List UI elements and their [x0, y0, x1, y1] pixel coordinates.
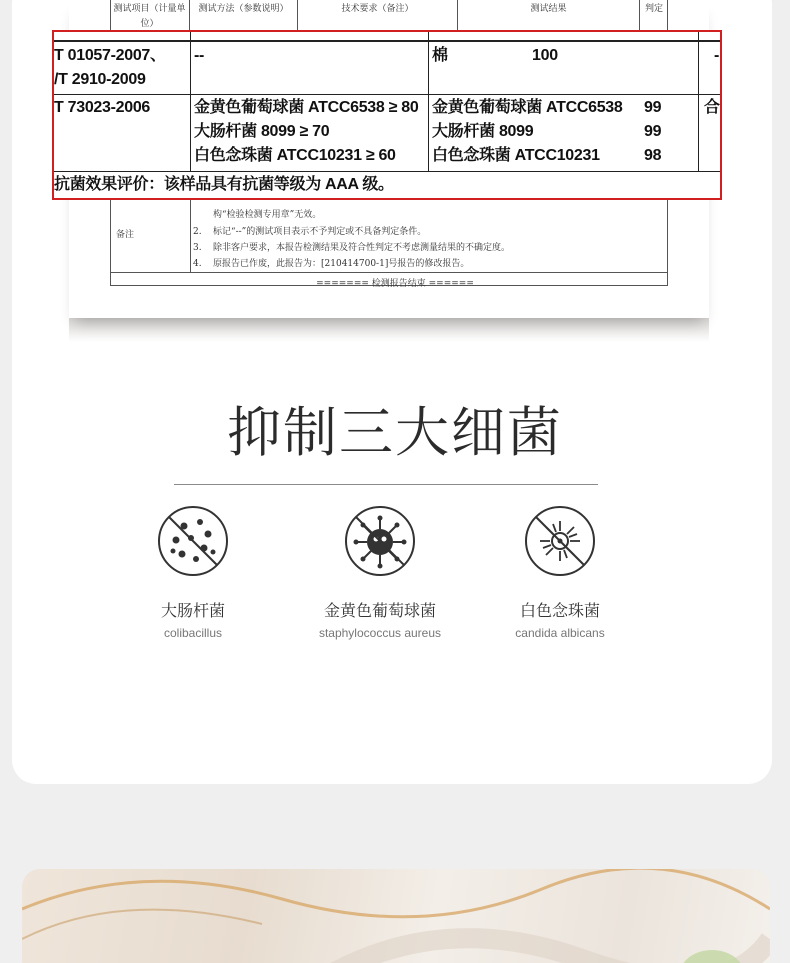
conclusion-text: 抗菌效果评价：该样品具有抗菌等级为 AAA 级。	[54, 176, 394, 193]
table-line	[54, 171, 722, 172]
requirement-cell: 金黄色葡萄球菌 ATCC6538 ≥ 80	[194, 99, 419, 116]
feature-cn-label: 大肠杆菌	[160, 601, 225, 620]
feature-cn-label: 金黄色葡萄球菌	[323, 601, 436, 620]
result-name-cell: 金黄色葡萄球菌 ATCC6538	[432, 99, 623, 116]
magnified-result-table	[52, 30, 722, 200]
report-header-result: 测试结果	[458, 0, 640, 32]
fabric-photo	[22, 869, 770, 963]
report-shadow	[69, 318, 709, 342]
report-header-requirement: 技术要求（备注）	[298, 0, 458, 32]
feature-en-label: staphylococcus aureus	[318, 626, 442, 640]
feature-cn-label: 白色念珠菌	[519, 601, 600, 620]
verdict-cell: 合	[704, 99, 720, 116]
method-cell: /T 2910-2009	[54, 71, 146, 88]
result-value-cell: 99	[644, 123, 662, 140]
report-end-marker: ======= 检测报告结束 ======	[316, 279, 474, 289]
report-header-verdict: 判定	[644, 4, 663, 14]
note-line: 4. 原报告已作废，此报告为：[210414700-1]号报告的修改报告。	[193, 259, 470, 269]
feature-en-label: candida albicans	[515, 626, 605, 640]
bacteria-dots-icon	[156, 504, 230, 578]
result-name-cell: 大肠杆菌 8099	[432, 123, 534, 140]
result-value-cell: 98	[644, 147, 662, 164]
table-line	[698, 32, 699, 172]
requirement-cell: 白色念珠菌 ATCC10231 ≥ 60	[194, 147, 396, 164]
bacteria-virus-icon	[343, 504, 417, 578]
table-line	[428, 32, 429, 172]
method-cell: T 01057-2007、	[54, 47, 166, 64]
notes-label: 备注	[116, 230, 135, 240]
result-name-cell: 棉	[432, 47, 448, 64]
headline-divider	[174, 484, 598, 485]
notes-divider	[190, 199, 191, 273]
method-cell: T 73023-2006	[54, 99, 151, 116]
note-line: 2. 标记“--”的测试项目表示不予判定或不具备判定条件。	[193, 227, 427, 237]
feature-candida	[460, 504, 660, 640]
verdict-cell: -	[714, 47, 720, 64]
table-line	[54, 40, 722, 42]
result-value-cell: 99	[644, 99, 662, 116]
result-value-cell: 100	[532, 47, 558, 64]
feature-en-label: colibacillus	[163, 626, 223, 640]
note-line: 3. 除非客户要求，本报告检测结果及符合性判定不考虑测量结果的不确定度。	[193, 243, 511, 253]
note-line: 构“检验检测专用章”无效。	[213, 210, 322, 220]
notes-bottom-line	[110, 272, 668, 273]
result-name-cell: 白色念珠菌 ATCC10231	[432, 147, 600, 164]
page-headline: 抑制三大细菌	[227, 401, 563, 464]
table-line	[190, 32, 191, 172]
report-header-method: 测试方法（参数说明）	[190, 0, 298, 32]
requirement-cell: 大肠杆菌 8099 ≥ 70	[194, 123, 330, 140]
feature-colibacillus	[93, 504, 293, 640]
requirement-cell: --	[194, 47, 205, 64]
report-header-item: 测试项目（计量单位）	[110, 0, 190, 32]
bacteria-burst-icon	[523, 504, 597, 578]
fabric-texture-image	[22, 869, 770, 963]
feature-staphylococcus	[280, 504, 480, 640]
table-line	[54, 94, 722, 95]
